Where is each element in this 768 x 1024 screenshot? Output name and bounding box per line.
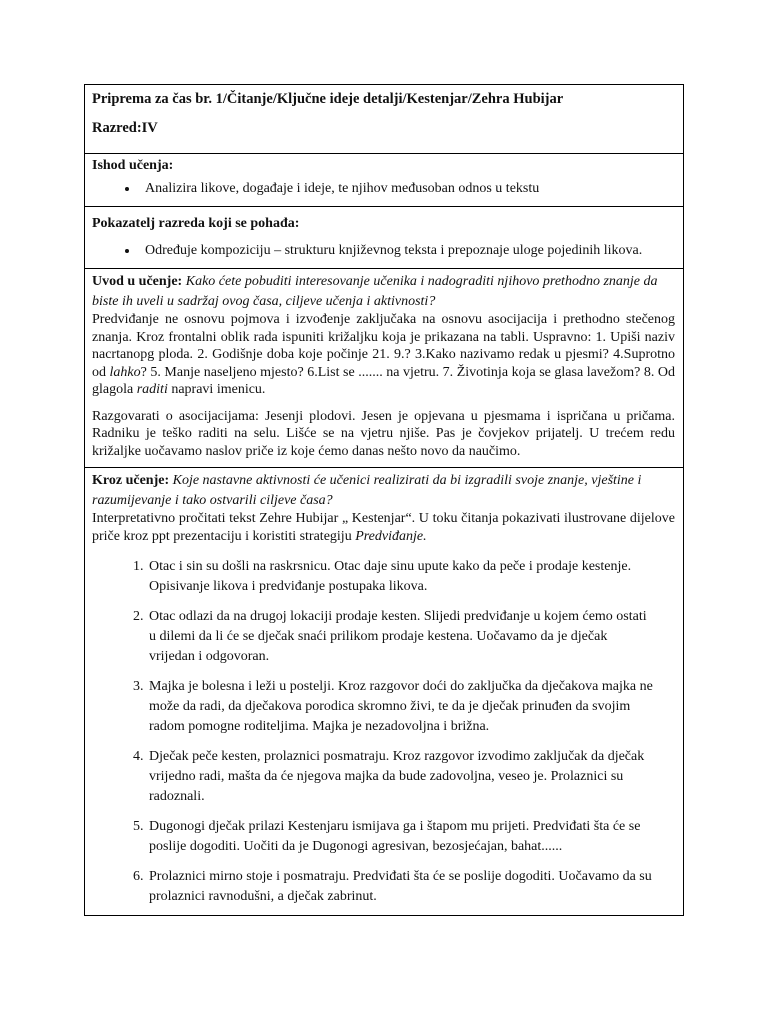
intro-paragraph-2: Razgovarati o asocijacijama: Jesenji plodovi. Jesen je opjevana u pjesmama i ispričana u pričama. Radniku je teško raditi na selu. Lišće se na vjetru njiše. Pas je čovjekov prijatelj. U trećem redu križaljke uočavamo naslov priče iz koje ćemo danas nešto novo da naučimo. (92, 408, 675, 459)
list-item: 1. Otac i sin su došli na raskrsnicu. Otac daje sinu upute kako da peče i prodaje kestenje. Opisivanje likova i predviđanje postupaka likova. (147, 557, 675, 597)
through-paragraph-1 (92, 510, 675, 545)
list-item: 3. Majka je bolesna i leži u postelji. Kroz razgovor doći do zaključka da dječakova majka ne može da radi, da dječakova porodica skromno živi, te da je dječak prinuđen da svojim radom pomogne roditeljima. Majka je nezadovoljna i brižna. (147, 677, 675, 737)
through-question: Koje nastavne aktivnosti će učenici realizirati da bi izgradili svoje znanje, vještine i razumijevanje i tako ostvarili ciljeve časa? (92, 473, 642, 508)
through-label: Kroz učenje: (92, 473, 170, 488)
step-list (92, 557, 675, 907)
intro-paragraph-1 (92, 311, 675, 399)
outcome-item: • Analizira likove, događaje i ideje, te njihov međusoban odnos u tekstu (139, 180, 675, 198)
intro-question: Kako ćete pobuditi interesovanje učenika i nadograditi njihovo prethodno znanje da biste ih uveli u sadržaj ovog časa, ciljeve učenja i aktivnosti? (92, 274, 658, 309)
list-item: 5. Dugonogi dječak prilazi Kestenjaru ismijava ga i štapom mu prijeti. Predviđati šta će se poslije dogoditi. Uočiti da je Dugonogi agresivan, bezosjećajan, bahat...... (147, 817, 675, 857)
through-row (85, 468, 683, 915)
through-prompt (92, 471, 675, 510)
intro-text-b: ? 5. Manje naseljeno mjesto? 6.List se ....... na vjetru. 7. Životinja koja se glasa lavežom? 8. Od glagola (92, 364, 676, 397)
intro-text-a: Predviđanje ne osnovu pojmova i izvođenje zaključaka na osnovu asocijacija i prethodno stečenog znanja. Kroz frontalni oblik rada ispuniti križaljku koja je prikazana na tabli. Uspravno: 1. Upiši naziv nacrtanopg ploda. 2. Godišnje doba koje počinje 21. 9.? 3.Kako nazivamo redak u pjesmi? 4.Suprotno od (92, 312, 675, 380)
indicator-heading: Pokazatelj razreda koji se pohađa: (92, 216, 300, 231)
intro-emphasis-raditi: raditi (136, 382, 168, 397)
intro-label: Uvod u učenje: (92, 274, 183, 289)
list-item: 2. Otac odlazi da na drugoj lokaciji prodaje kesten. Slijedi predviđanje u kojem ćemo ostati u dilemi da li će se dječak snaći prilikom prodaje kestena. Uočavamo da je dječak vrijedan i odgovoran. (147, 607, 675, 667)
header-row (85, 85, 683, 154)
outcome-list (92, 180, 675, 198)
through-emphasis: Predviđanje. (355, 528, 427, 544)
lesson-plan-table (84, 84, 684, 916)
indicator-list (92, 242, 675, 260)
through-text-a: Interpretativno pročitati tekst Zehre Hubijar „ Kestenjar“. U toku čitanja pokazivati ilustrovane dijelove priče kroz ppt prezentaciju i koristiti strategiju (92, 511, 675, 544)
intro-row (85, 269, 683, 468)
intro-emphasis-lahko: lahko (109, 364, 141, 380)
outcome-row (85, 154, 683, 207)
lesson-title: Priprema za čas br. 1/Čitanje/Ključne ideje detalji/Kestenjar/Zehra Hubijar (92, 91, 564, 107)
intro-prompt (92, 272, 675, 311)
indicator-row (85, 207, 683, 269)
intro-text-c: napravi imenicu. (167, 382, 266, 397)
list-item: 6. Prolaznici mirno stoje i posmatraju. Predviđati šta će se poslije dogoditi. Uočavamo da su prolaznici ravnodušni, a dječak zabrinut. (147, 867, 675, 907)
list-item: 4. Dječak peče kesten, prolaznici posmatraju. Kroz razgovor izvodimo zaključak da dječak vrijedno radi, mašta da će njegova majka da bude zadovoljna, veseo je. Prolaznici su radoznali. (147, 747, 675, 807)
grade-label: Razred:IV (92, 120, 158, 136)
outcome-heading: Ishod učenja: (92, 158, 174, 173)
indicator-item: • Određuje kompoziciju – strukturu književnog teksta i prepoznaje uloge pojedinih likova. (139, 242, 675, 260)
